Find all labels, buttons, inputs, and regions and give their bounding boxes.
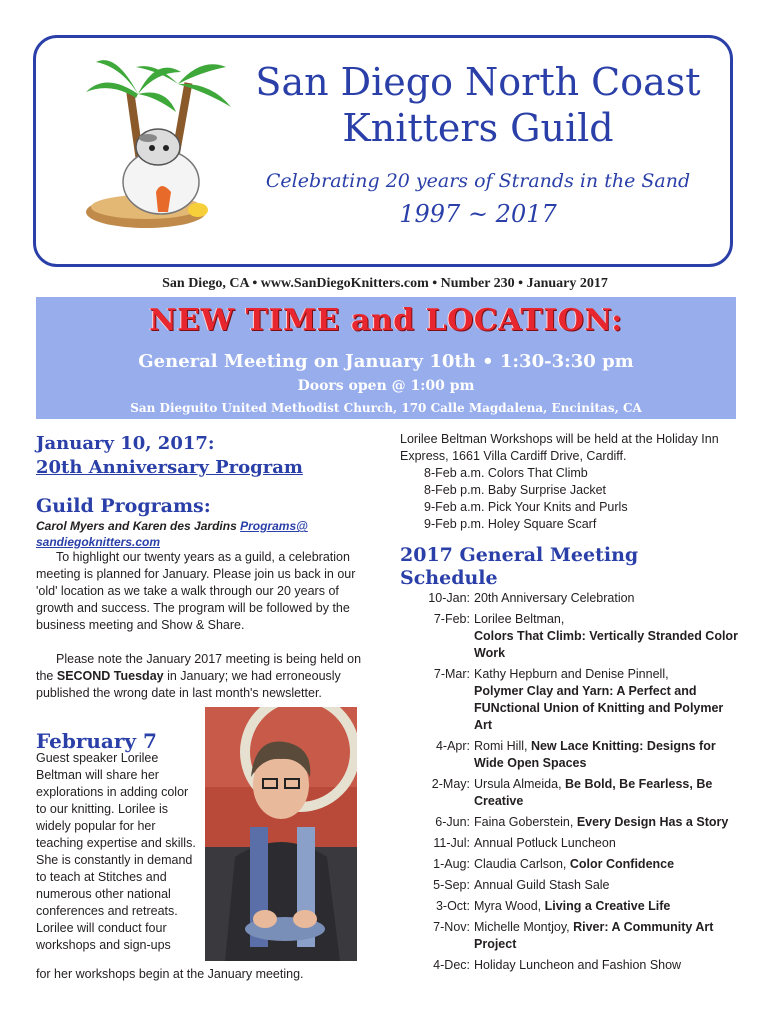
schedule-row <box>400 738 740 772</box>
schedule-entry <box>474 590 740 607</box>
banner-doors-open: Doors open @ 1:00 pm <box>297 378 475 394</box>
schedule-entry <box>474 957 740 974</box>
workshops-block <box>400 431 740 533</box>
schedule-row <box>400 835 740 852</box>
workshop-item: 8-Feb p.m. Baby Surprise Jacket <box>424 483 607 497</box>
entry-bold: River: A Community Art Project <box>474 920 714 951</box>
entry-bold: Be Bold, Be Fearless, Be Creative <box>474 777 713 808</box>
schedule-row <box>400 957 740 974</box>
entry-plain: Holiday Luncheon and Fashion Show <box>474 958 682 972</box>
workshop-item: 9-Feb p.m. Holey Square Scarf <box>424 517 597 531</box>
schedule-entry <box>474 611 740 662</box>
knitter-photo <box>205 707 357 961</box>
entry-plain: Annual Potluck Luncheon <box>474 836 616 850</box>
schedule-row <box>400 856 740 873</box>
schedule-row <box>400 898 740 915</box>
february-paragraph: Guest speaker Lorilee Beltman will share her explorations in adding color to our knitting. Lorilee is widely popular for her teaching expertise and skills. She is constantly in demand to teach at Stitches and numerous other national conferences and retreats. Lorilee will conduct four workshops and sign-ups <box>36 751 196 952</box>
entry-plain: Annual Guild Stash Sale <box>474 878 610 892</box>
years-range: 1997 ~ 2017 <box>399 200 557 228</box>
workshop-item: 9-Feb a.m. Pick Your Knits and Purls <box>424 500 628 514</box>
schedule-date: 10-Jan: <box>428 591 470 605</box>
banner-headline: NEW TIME and LOCATION: <box>149 303 623 338</box>
paragraph-date-note <box>36 651 366 702</box>
title-line-1: San Diego North Coast <box>255 60 701 104</box>
entry-plain: Kathy Hepburn and Denise Pinnell, <box>474 667 669 681</box>
schedule-entry <box>474 776 740 810</box>
chair-names: Carol Myers and Karen des Jardins <box>36 519 237 533</box>
note-text-b: in January; we had erroneously published the wrong date in last month's newsletter. <box>36 669 341 700</box>
schedule-entry <box>474 898 740 915</box>
banner-meeting-time: General Meeting on January 10th • 1:30-3:30 pm <box>138 351 634 372</box>
schedule-heading-line-1: 2017 General Meeting <box>400 544 639 566</box>
note-text-a: Please note the January 2017 meeting is being held on the <box>36 652 362 683</box>
schedule-entry <box>474 877 740 894</box>
schedule-date: 1-Aug: <box>433 857 470 871</box>
schedule-date: 4-Dec: <box>433 958 470 972</box>
february-paragraph-end: for her workshops begin at the January meeting. <box>36 967 304 981</box>
paragraph-intro: To highlight our twenty years as a guild, a celebration meeting is planned for January. Please join us back in our 'old' location as we take a walk through our 20 years of growth and success. The program will be followed by the business meeting and Show & Share. <box>36 550 356 632</box>
schedule-date: 3-Oct: <box>435 899 470 913</box>
guild-title <box>228 59 728 151</box>
schedule-row <box>400 919 740 953</box>
schedule-entry <box>474 814 740 831</box>
sheep-palm-tree-logo <box>86 52 236 232</box>
schedule-entry <box>474 666 740 734</box>
entry-plain: Myra Wood, <box>474 899 545 913</box>
february-heading: February 7 <box>36 729 157 753</box>
schedule-date: 4-Apr: <box>435 739 470 753</box>
schedule-date: 2-May: <box>431 777 470 791</box>
schedule-date: 5-Sep: <box>433 878 470 892</box>
entry-plain: Ursula Almeida, <box>474 777 566 791</box>
entry-plain: Romi Hill, <box>474 739 531 753</box>
january-heading: January 10, 2017: <box>36 433 215 454</box>
entry-bold: Living a Creative Life <box>544 899 671 913</box>
schedule-entry <box>474 738 740 772</box>
tagline: Celebrating 20 years of Strands in the Sand <box>265 170 691 192</box>
entry-plain: 20th Anniversary Celebration <box>474 591 635 605</box>
meeting-schedule <box>400 590 740 978</box>
schedule-date: 6-Jun: <box>435 815 470 829</box>
entry-plain: Lorilee Beltman, <box>474 612 565 626</box>
schedule-date: 11-Jul: <box>433 836 470 850</box>
schedule-row <box>400 611 740 662</box>
issue-info-line: San Diego, CA • www.SanDiegoKnitters.com • Number 230 • January 2017 <box>162 276 608 291</box>
schedule-heading <box>400 544 740 590</box>
schedule-row <box>400 666 740 734</box>
schedule-date: 7-Feb: <box>433 612 470 626</box>
entry-plain: Michelle Montjoy, <box>474 920 574 934</box>
workshops-intro: Lorilee Beltman Workshops will be held at the Holiday Inn Express, 1661 Villa Cardiff Drive, Cardiff. <box>400 432 719 463</box>
schedule-date: 7-Nov: <box>433 920 470 934</box>
entry-bold: New Lace Knitting: Designs for Wide Open Spaces <box>474 739 716 770</box>
anniversary-program-heading: 20th Anniversary Program <box>36 457 303 478</box>
programs-email-link[interactable]: Programs@ sandiegoknitters.com <box>36 519 308 549</box>
schedule-row <box>400 814 740 831</box>
entry-bold: Colors That Climb: Vertically Stranded Color Work <box>474 629 738 660</box>
schedule-row <box>400 776 740 810</box>
entry-plain: Faina Goberstein, <box>474 815 577 829</box>
guild-programs-heading: Guild Programs: <box>36 495 211 517</box>
schedule-row <box>400 590 740 607</box>
entry-bold: Polymer Clay and Yarn: A Perfect and FUNctional Union of Knitting and Polymer Art <box>474 684 724 732</box>
note-bold: SECOND Tuesday <box>56 669 164 683</box>
entry-plain: Claudia Carlson, <box>474 857 570 871</box>
entry-bold: Color Confidence <box>569 857 675 871</box>
workshop-item: 8-Feb a.m. Colors That Climb <box>424 466 588 480</box>
entry-bold: Every Design Has a Story <box>576 815 729 829</box>
title-line-2: Knitters Guild <box>342 106 614 150</box>
schedule-entry <box>474 919 740 953</box>
schedule-entry <box>474 835 740 852</box>
schedule-heading-line-2: Schedule <box>400 567 498 589</box>
schedule-row <box>400 877 740 894</box>
schedule-date: 7-Mar: <box>433 667 470 681</box>
program-chairs <box>36 518 366 550</box>
schedule-entry <box>474 856 740 873</box>
banner-location: San Dieguito United Methodist Church, 170 Calle Magdalena, Encinitas, CA <box>130 401 642 415</box>
